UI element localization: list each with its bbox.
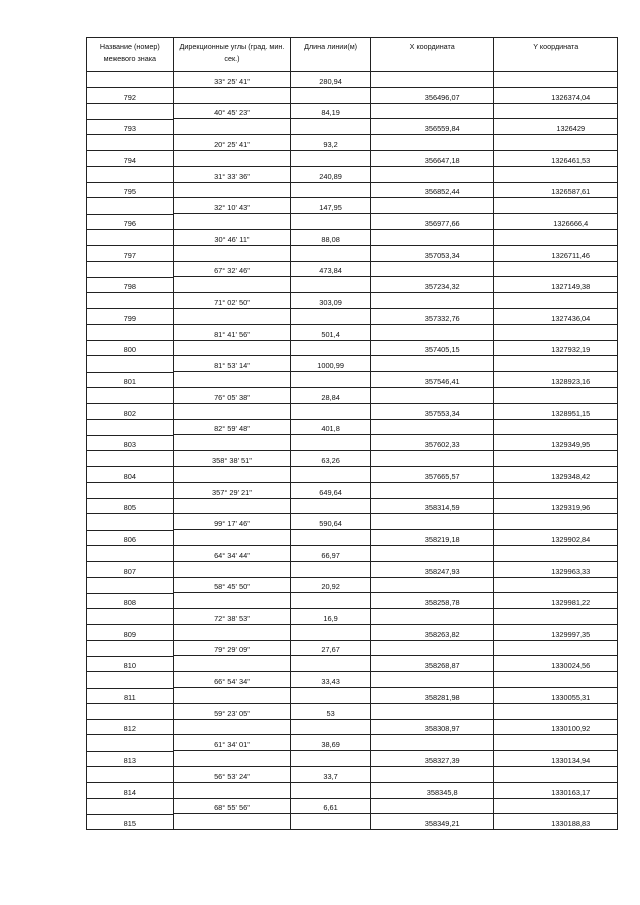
length-cell	[291, 355, 371, 387]
length-cell	[291, 671, 371, 703]
length-value: 66,97	[321, 550, 340, 560]
mark-name: 812	[123, 724, 136, 734]
name-cell	[87, 640, 174, 672]
name-cell	[87, 734, 174, 766]
table-row	[87, 577, 617, 609]
mark-name: 803	[123, 440, 136, 450]
table-row	[87, 608, 617, 640]
length-cell	[291, 450, 371, 482]
angle-value: 81° 53' 14"	[214, 361, 250, 371]
length-value: 280,94	[319, 76, 342, 86]
y-cell	[494, 197, 617, 229]
angle-cell	[174, 703, 292, 735]
table-row	[87, 166, 617, 198]
name-cell	[87, 229, 174, 261]
name-cell	[87, 197, 174, 229]
y-cell	[494, 229, 617, 261]
length-value: 33,43	[321, 677, 340, 687]
x-cell	[371, 640, 495, 672]
table-row	[87, 355, 617, 387]
table-row	[87, 545, 617, 577]
x-cell	[371, 261, 495, 293]
angle-cell	[174, 134, 292, 166]
length-value: 1000,99	[317, 361, 344, 371]
length-cell	[291, 608, 371, 640]
mark-name: 811	[123, 692, 136, 702]
y-cell	[494, 798, 617, 830]
length-cell	[291, 734, 371, 766]
length-cell	[291, 292, 371, 324]
y-cell	[494, 419, 617, 451]
angle-value: 72° 38' 53"	[214, 613, 250, 623]
name-cell	[87, 292, 174, 324]
name-cell	[87, 766, 174, 798]
y-cell	[494, 703, 617, 735]
x-value: 356852,44	[424, 187, 460, 197]
table-row	[87, 450, 617, 482]
y-cell	[494, 261, 617, 293]
angle-value: 357° 29' 21"	[212, 487, 252, 497]
angle-value: 61° 34' 01"	[214, 740, 250, 750]
length-value: 590,64	[319, 519, 342, 529]
x-value: 358219,18	[424, 534, 460, 544]
y-value: 1330024,56	[551, 661, 591, 671]
angle-cell	[174, 387, 292, 419]
x-cell	[371, 545, 495, 577]
x-value: 357553,34	[424, 408, 460, 418]
mark-name: 814	[123, 787, 136, 797]
angle-value: 64° 34' 44"	[214, 550, 250, 560]
y-value: 1326429	[556, 124, 586, 134]
x-cell	[371, 608, 495, 640]
y-cell	[494, 513, 617, 545]
x-value: 358349,21	[424, 819, 460, 829]
mark-name: 799	[123, 313, 136, 323]
y-value: 1329963,33	[551, 566, 591, 576]
y-value: 1329981,22	[551, 598, 591, 608]
header-name: Название (номер) межевого знака	[87, 38, 174, 71]
table-row	[87, 324, 617, 356]
mark-name: 804	[123, 471, 136, 481]
name-cell	[87, 134, 174, 166]
angle-cell	[174, 513, 292, 545]
name-cell	[87, 450, 174, 482]
y-cell	[494, 766, 617, 798]
length-value: 93,2	[323, 139, 338, 149]
x-cell	[371, 292, 495, 324]
length-value: 6,61	[323, 803, 338, 813]
length-value: 33,7	[323, 771, 338, 781]
length-cell	[291, 766, 371, 798]
angle-cell	[174, 577, 292, 609]
length-cell	[291, 134, 371, 166]
length-cell	[291, 577, 371, 609]
y-value: 1327436,04	[551, 313, 591, 323]
mark-name: 795	[123, 187, 136, 197]
angle-value: 58° 45' 50"	[214, 582, 250, 592]
y-cell	[494, 324, 617, 356]
table-row	[87, 703, 617, 735]
name-cell	[87, 703, 174, 735]
length-cell	[291, 166, 371, 198]
table-body	[86, 71, 618, 830]
table-header	[86, 37, 618, 71]
y-value: 1327932,19	[551, 345, 591, 355]
x-cell	[371, 355, 495, 387]
y-value: 1330055,31	[551, 692, 591, 702]
x-value: 357332,76	[424, 313, 460, 323]
y-cell	[494, 134, 617, 166]
angle-value: 59° 23' 05"	[214, 708, 250, 718]
name-cell	[87, 387, 174, 419]
x-cell	[371, 577, 495, 609]
y-value: 1329349,95	[551, 440, 591, 450]
angle-value: 81° 41' 56"	[214, 329, 250, 339]
length-value: 53	[326, 708, 335, 718]
name-cell	[87, 166, 174, 198]
table-row	[87, 103, 617, 135]
table-row	[87, 229, 617, 261]
y-cell	[494, 577, 617, 609]
y-cell	[494, 545, 617, 577]
angle-value: 76° 05' 38"	[214, 392, 250, 402]
angle-value: 99° 17' 46"	[214, 519, 250, 529]
x-value: 358258,78	[424, 598, 460, 608]
mark-name: 798	[123, 282, 136, 292]
mark-name: 805	[123, 503, 136, 513]
table-row	[87, 798, 617, 830]
length-value: 473,84	[319, 266, 342, 276]
y-cell	[494, 71, 617, 103]
angle-value: 20° 25' 41"	[214, 139, 250, 149]
length-cell	[291, 387, 371, 419]
header-length: Длина линии(м)	[291, 38, 371, 71]
angle-cell	[174, 608, 292, 640]
length-value: 27,67	[321, 645, 340, 655]
length-cell	[291, 703, 371, 735]
x-value: 357602,33	[424, 440, 460, 450]
mark-name: 802	[123, 408, 136, 418]
name-cell	[87, 419, 174, 451]
y-value: 1329348,42	[551, 471, 591, 481]
x-cell	[371, 324, 495, 356]
name-cell	[87, 355, 174, 387]
y-cell	[494, 734, 617, 766]
angle-cell	[174, 229, 292, 261]
length-value: 501,4	[321, 329, 340, 339]
y-value: 1326374,04	[551, 92, 591, 102]
angle-cell	[174, 197, 292, 229]
length-value: 88,08	[321, 234, 340, 244]
x-cell	[371, 734, 495, 766]
x-value: 356496,07	[424, 92, 460, 102]
name-cell	[87, 545, 174, 577]
y-value: 1328951,15	[551, 408, 591, 418]
table-row	[87, 197, 617, 229]
length-value: 38,69	[321, 740, 340, 750]
angle-cell	[174, 71, 292, 103]
x-value: 357053,34	[424, 250, 460, 260]
angle-cell	[174, 671, 292, 703]
angle-cell	[174, 324, 292, 356]
mark-name: 801	[123, 376, 136, 386]
mark-name: 806	[123, 534, 136, 544]
angle-value: 32° 10' 43"	[214, 203, 250, 213]
y-cell	[494, 671, 617, 703]
y-value: 1326587,61	[551, 187, 591, 197]
y-cell	[494, 166, 617, 198]
name-cell	[87, 261, 174, 293]
angle-value: 67° 32' 46"	[214, 266, 250, 276]
x-cell	[371, 671, 495, 703]
mark-name: 807	[123, 566, 136, 576]
length-value: 240,89	[319, 171, 342, 181]
length-value: 401,8	[321, 424, 340, 434]
header-x: X координата	[371, 38, 495, 71]
angle-cell	[174, 355, 292, 387]
mark-name: 793	[123, 124, 136, 134]
x-value: 356977,66	[424, 218, 460, 228]
length-value: 147,95	[319, 203, 342, 213]
angle-cell	[174, 292, 292, 324]
length-cell	[291, 640, 371, 672]
angle-value: 71° 02' 50"	[214, 297, 250, 307]
length-cell	[291, 229, 371, 261]
y-value: 1330134,94	[551, 756, 591, 766]
y-value: 1330100,92	[551, 724, 591, 734]
length-cell	[291, 197, 371, 229]
name-cell	[87, 103, 174, 135]
y-cell	[494, 387, 617, 419]
name-cell	[87, 577, 174, 609]
length-value: 649,64	[319, 487, 342, 497]
angle-cell	[174, 766, 292, 798]
mark-name: 800	[123, 345, 136, 355]
table-row	[87, 671, 617, 703]
angle-cell	[174, 640, 292, 672]
angle-value: 66° 54' 34"	[214, 677, 250, 687]
x-cell	[371, 103, 495, 135]
angle-value: 30° 46' 11"	[214, 234, 250, 244]
angle-value: 40° 45' 23"	[214, 108, 250, 118]
mark-name: 808	[123, 598, 136, 608]
x-cell	[371, 419, 495, 451]
y-cell	[494, 608, 617, 640]
table-row	[87, 134, 617, 166]
angle-cell	[174, 166, 292, 198]
header-y: Y координата	[533, 42, 579, 51]
x-cell	[371, 387, 495, 419]
length-value: 20,92	[321, 582, 340, 592]
length-cell	[291, 103, 371, 135]
table-row	[87, 482, 617, 514]
table-row	[87, 261, 617, 293]
angle-cell	[174, 798, 292, 830]
y-value: 1330163,17	[551, 787, 591, 797]
x-cell	[371, 229, 495, 261]
name-cell	[87, 798, 174, 830]
name-cell	[87, 482, 174, 514]
name-cell	[87, 324, 174, 356]
table-row	[87, 640, 617, 672]
x-value: 358247,93	[424, 566, 460, 576]
y-value: 1326666,4	[553, 218, 589, 228]
x-value: 357665,57	[424, 471, 460, 481]
mark-name: 792	[123, 92, 136, 102]
angle-value: 68° 55' 56"	[214, 803, 250, 813]
mark-name: 796	[123, 218, 136, 228]
length-value: 84,19	[321, 108, 340, 118]
angle-value: 33° 25' 41"	[214, 76, 250, 86]
length-value: 303,09	[319, 297, 342, 307]
x-value: 358345,8	[426, 787, 458, 797]
length-value: 16,9	[323, 613, 338, 623]
mark-name: 813	[123, 756, 136, 766]
y-cell	[494, 292, 617, 324]
mark-name: 810	[123, 661, 136, 671]
table-row	[87, 71, 617, 103]
y-value: 1326461,53	[551, 155, 591, 165]
angle-value: 82° 59' 48"	[214, 424, 250, 434]
y-value: 1328923,16	[551, 376, 591, 386]
table-row	[87, 419, 617, 451]
y-cell	[494, 103, 617, 135]
mark-name: 794	[123, 155, 136, 165]
table-row	[87, 292, 617, 324]
x-cell	[371, 703, 495, 735]
x-value: 358327,39	[424, 756, 460, 766]
length-value: 28,84	[321, 392, 340, 402]
x-value: 358314,59	[424, 503, 460, 513]
name-cell	[87, 608, 174, 640]
y-value: 1330188,83	[551, 819, 591, 829]
x-value: 356559,84	[424, 124, 460, 134]
x-value: 358268,87	[424, 661, 460, 671]
length-cell	[291, 71, 371, 103]
length-cell	[291, 545, 371, 577]
x-cell	[371, 513, 495, 545]
angle-cell	[174, 261, 292, 293]
name-cell	[87, 671, 174, 703]
angle-cell	[174, 419, 292, 451]
header-angle: Дирекционные углы (град. мин. сек.)	[174, 38, 292, 71]
length-cell	[291, 513, 371, 545]
table-row	[87, 766, 617, 798]
x-cell	[371, 134, 495, 166]
angle-cell	[174, 103, 292, 135]
angle-cell	[174, 482, 292, 514]
angle-value: 31° 33' 36"	[214, 171, 250, 181]
x-cell	[371, 798, 495, 830]
angle-cell	[174, 450, 292, 482]
angle-cell	[174, 545, 292, 577]
x-value: 358281,98	[424, 692, 460, 702]
x-value: 358308,97	[424, 724, 460, 734]
length-value: 63,26	[321, 455, 340, 465]
y-value: 1326711,46	[551, 250, 590, 260]
x-cell	[371, 71, 495, 103]
length-cell	[291, 419, 371, 451]
table-row	[87, 734, 617, 766]
mark-name: 809	[123, 629, 136, 639]
x-cell	[371, 482, 495, 514]
length-cell	[291, 324, 371, 356]
y-value: 1329902,84	[551, 534, 591, 544]
mark-name: 815	[123, 819, 136, 829]
angle-value: 56° 53' 24"	[214, 771, 250, 781]
table-row	[87, 387, 617, 419]
angle-cell	[174, 734, 292, 766]
y-cell	[494, 482, 617, 514]
table-row	[87, 513, 617, 545]
y-cell	[494, 355, 617, 387]
y-cell	[494, 450, 617, 482]
x-cell	[371, 766, 495, 798]
mark-name: 797	[123, 250, 136, 260]
y-value: 1329997,35	[551, 629, 591, 639]
x-cell	[371, 166, 495, 198]
x-value: 357234,32	[424, 282, 460, 292]
x-cell	[371, 450, 495, 482]
name-cell	[87, 71, 174, 103]
y-value: 1327149,38	[551, 282, 591, 292]
x-value: 356647,18	[424, 155, 460, 165]
y-value: 1329319,96	[551, 503, 591, 513]
x-value: 358263,82	[424, 629, 460, 639]
angle-value: 79° 29' 09"	[214, 645, 250, 655]
x-value: 357546,41	[424, 376, 460, 386]
length-cell	[291, 261, 371, 293]
boundary-marks-table	[86, 37, 618, 830]
x-cell	[371, 197, 495, 229]
y-cell	[494, 640, 617, 672]
name-cell	[87, 513, 174, 545]
length-cell	[291, 798, 371, 830]
length-cell	[291, 482, 371, 514]
angle-value: 358° 38' 51"	[212, 455, 252, 465]
x-value: 357405,15	[424, 345, 460, 355]
